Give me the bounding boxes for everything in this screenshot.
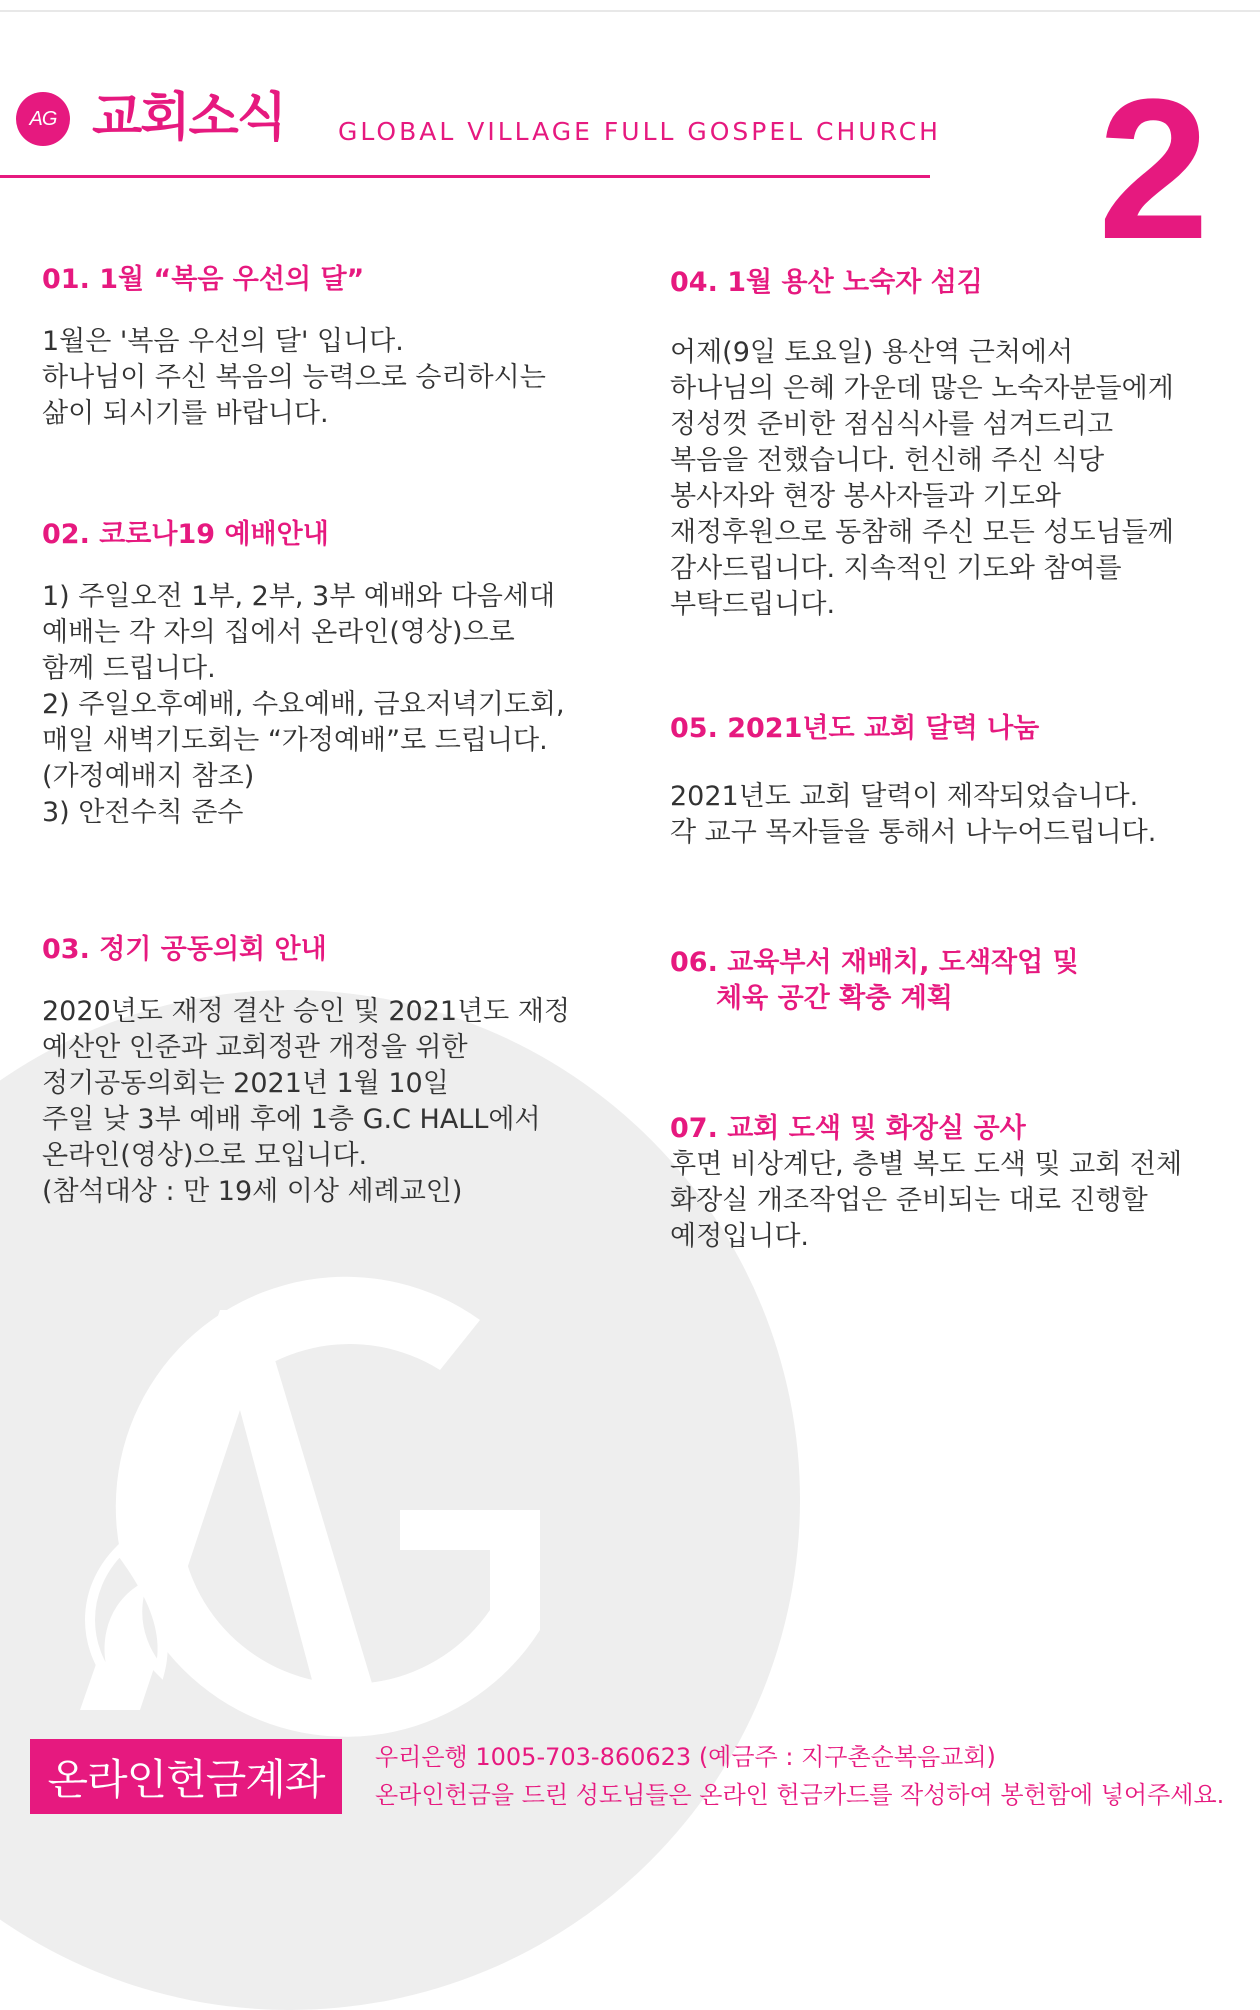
page-title: 교회소식 (92, 88, 285, 148)
header-rule (0, 175, 930, 178)
news-item-07 (670, 1111, 1230, 1255)
bank-account-line: 우리은행 1005-703-860623 (예금주 : 지구촌순복음교회) (375, 1743, 996, 1771)
news-item-04 (670, 265, 1230, 623)
offering-note-line: 온라인헌금을 드린 성도님들은 온라인 헌금카드를 작성하여 봉헌함에 넣어주세요. (375, 1781, 1225, 1809)
news-item-title: 07. 교회 도색 및 화장실 공사 (670, 1113, 1026, 1144)
church-name: GLOBAL VILLAGE FULL GOSPEL CHURCH (338, 117, 941, 146)
news-item-body: 후면 비상계단, 층별 복도 도색 및 교회 전체 화장실 개조작업은 준비되는 대로 진행할 예정입니다. (670, 1149, 1183, 1252)
offering-info (375, 1738, 1224, 1814)
news-item-title-continued: 체육 공간 확충 계획 (716, 983, 953, 1014)
top-divider (0, 10, 1260, 12)
news-item-02 (42, 517, 602, 831)
news-item-05 (670, 711, 1230, 851)
news-item-body: 1) 주일오전 1부, 2부, 3부 예배와 다음세대 예배는 각 자의 집에서 온라인(영상)으로 함께 드립니다. 2) 주일오후예배, 수요예배, 금요저녁기도회, 매일 새벽기도회는 “가정예배”로 드립니다. (가정예배지 참조) 3) 안전수칙 준수 (42, 581, 565, 828)
news-item-01 (42, 262, 602, 432)
church-logo (16, 92, 70, 146)
news-item-title: 04. 1월 용산 노숙자 섬김 (670, 267, 983, 298)
news-item-title: 01. 1월 “복음 우선의 달” (42, 264, 365, 295)
news-item-title: 06. 교육부서 재배치, 도색작업 및 (670, 947, 1079, 978)
news-item-body: 2021년도 교회 달력이 제작되었습니다. 각 교구 목자들을 통해서 나누어드립니다. (670, 781, 1157, 848)
online-offering-badge: 온라인헌금계좌 (30, 1739, 342, 1814)
news-item-03 (42, 932, 602, 1210)
news-item-title: 05. 2021년도 교회 달력 나눔 (670, 713, 1040, 744)
news-item-body: 어제(9일 토요일) 용산역 근처에서 하나님의 은혜 가운데 많은 노숙자분들에게 정성껏 준비한 점심식사를 섬겨드리고 복음을 전했습니다. 헌신해 주신 식당 봉사자와 현장 봉사자들과 기도와 재정후원으로 동참해 주신 모든 성도님들께 감사드립니다. 지속적인 기도와 참여를 부탁드립니다. (670, 337, 1174, 620)
logo-text: AG (29, 107, 57, 130)
news-item-title: 02. 코로나19 예배안내 (42, 519, 329, 550)
news-item-06 (670, 945, 1230, 1017)
news-item-body: 2020년도 재정 결산 승인 및 2021년도 재정 예산안 인준과 교회정관 개정을 위한 정기공동의회는 2021년 1월 10일 주일 낮 3부 예배 후에 1층 G.C HALL에서 온라인(영상)으로 모입니다. (참석대상 : 만 19세 이상 세례교인) (42, 996, 570, 1207)
news-item-body: 1월은 '복음 우선의 달' 입니다. 하나님이 주신 복음의 능력으로 승리하시는 삶이 되시기를 바랍니다. (42, 326, 546, 429)
page-number: 2 (1098, 58, 1210, 281)
news-item-title: 03. 정기 공동의회 안내 (42, 934, 327, 965)
